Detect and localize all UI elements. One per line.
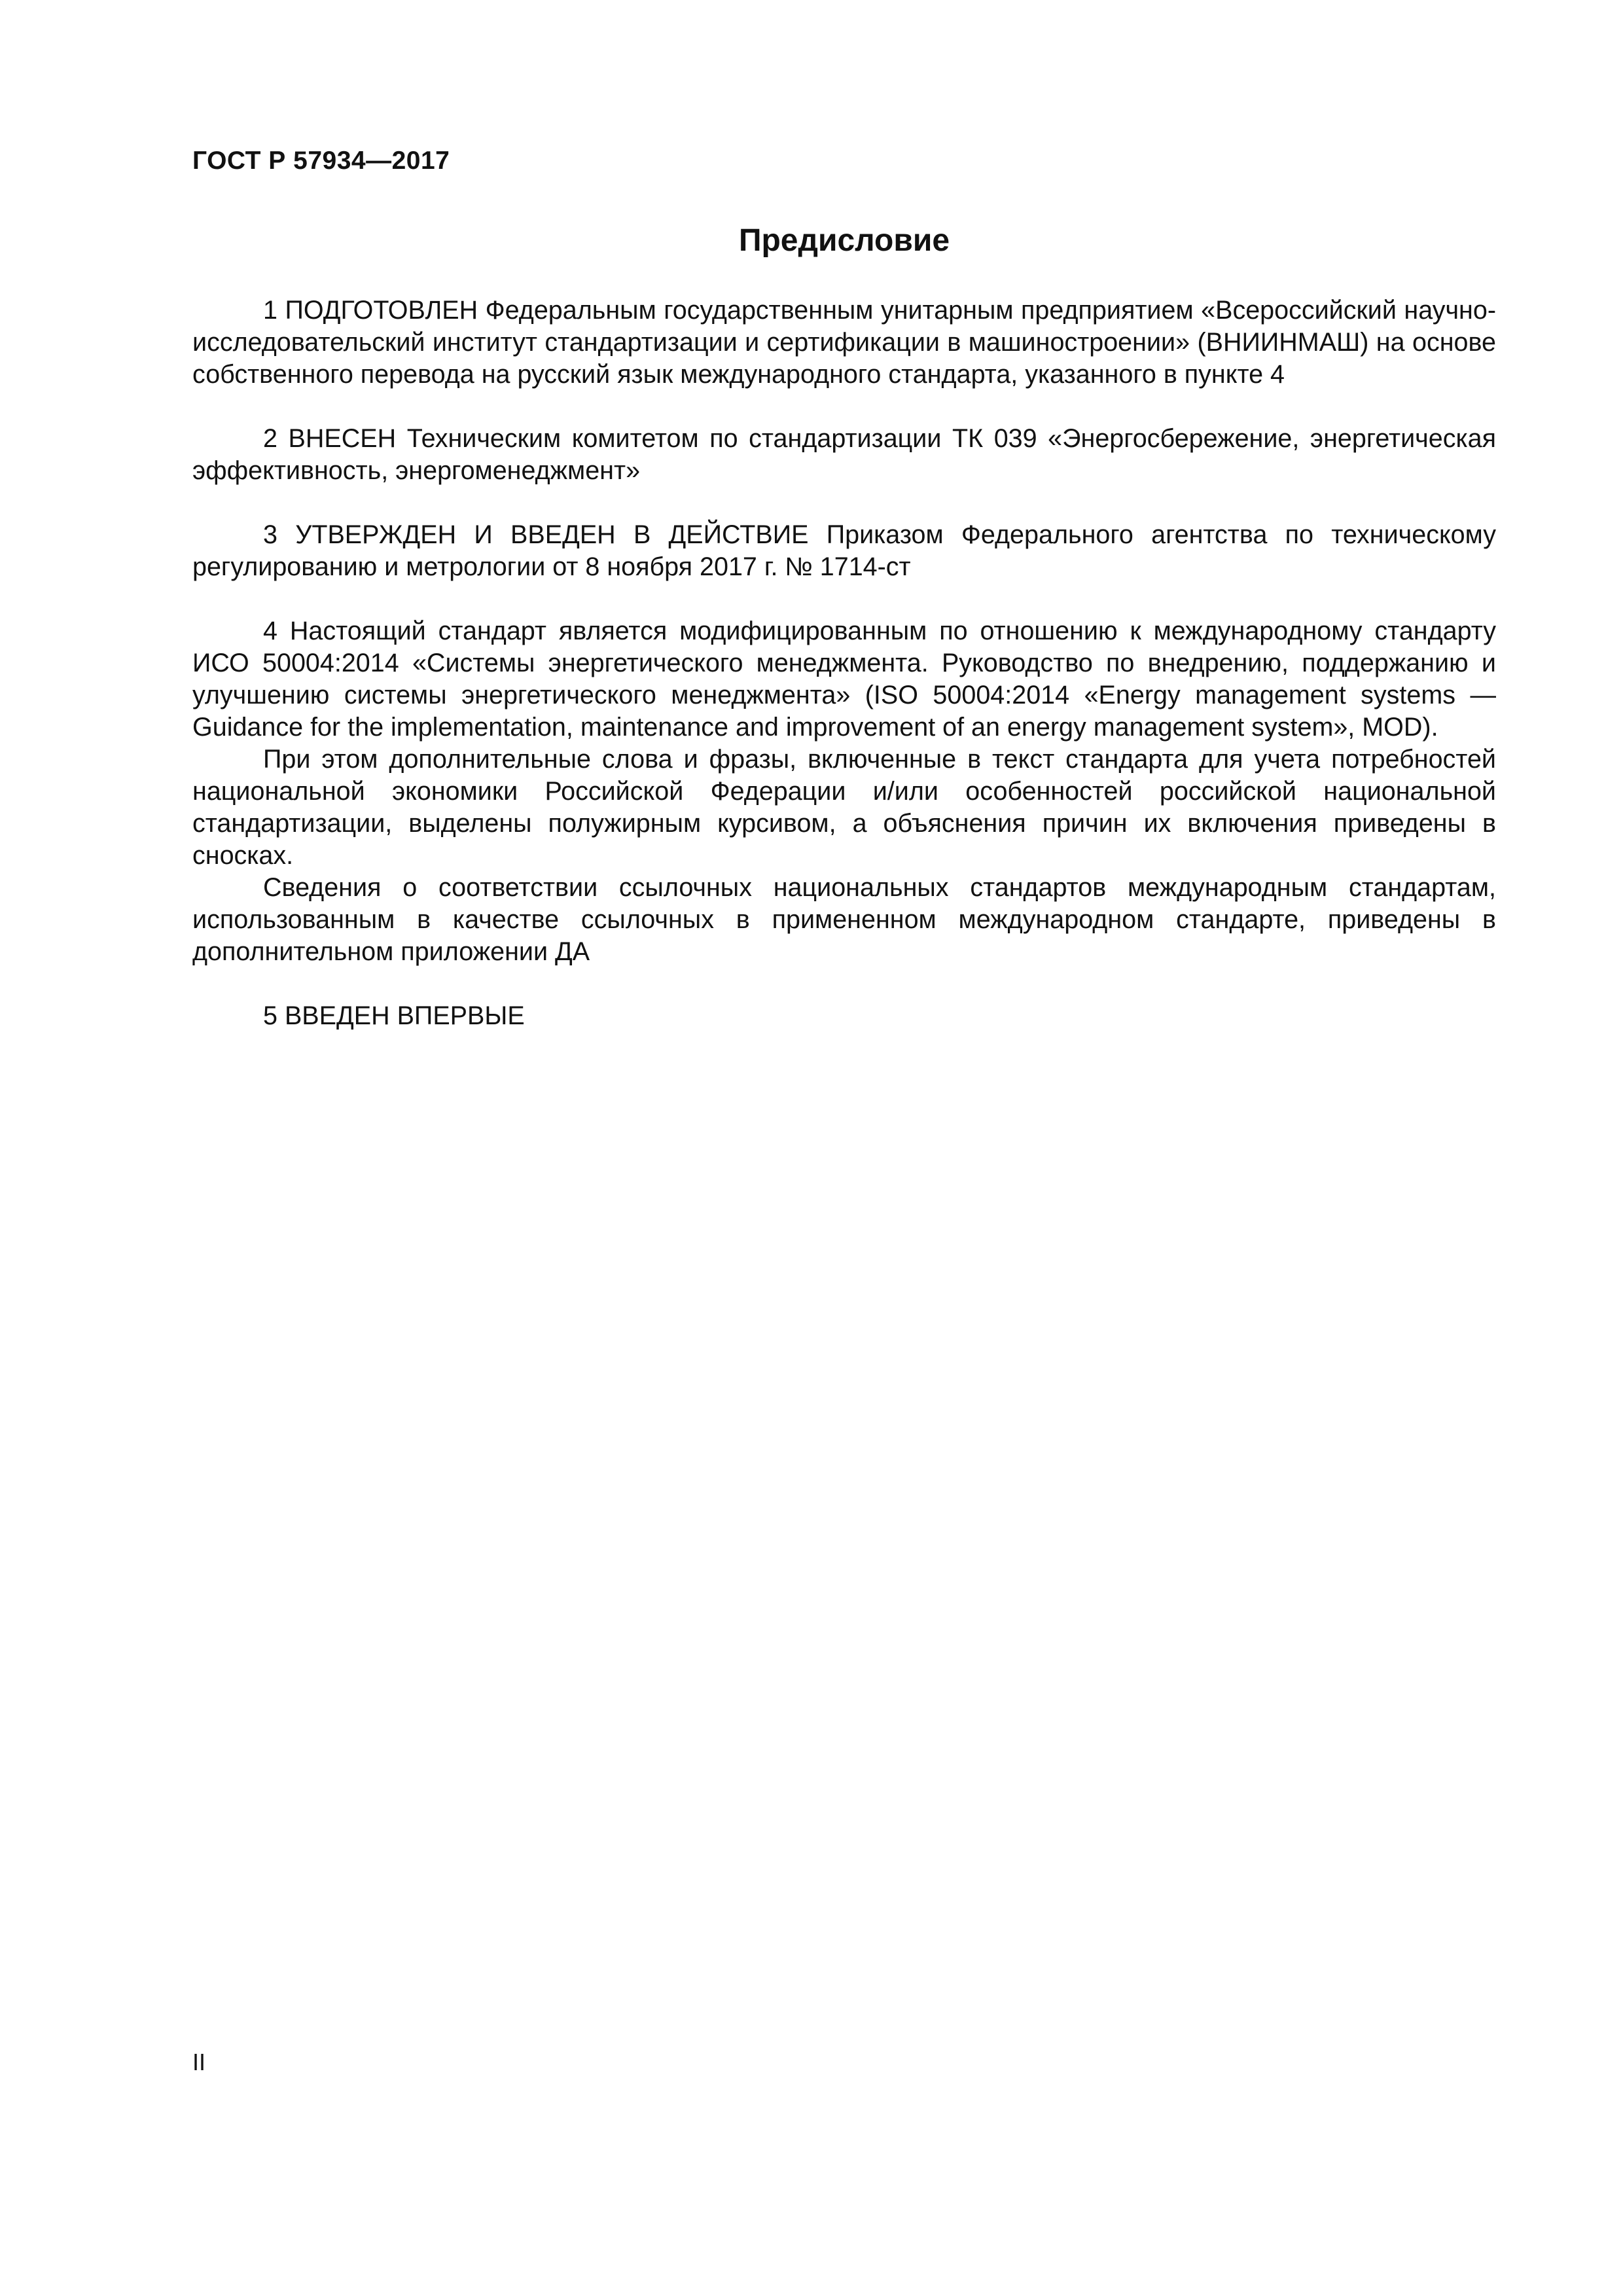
page-number: II — [192, 2049, 206, 2075]
paragraph-modified-standard: 4 Настоящий стандарт является модифицированным по отношению к международному стандарту ИСО 50004:2014 «Системы энергетического менеджмента. Руководство по внедрению, поддержанию и улучшению системы энергетического менеджмента» (ISO 50004:2014 «Energy management systems — Guidance for the implementation, maintenance and improvement of an energy management system», MOD). — [192, 617, 1496, 742]
foreword-body — [192, 295, 1496, 1032]
paragraph-reference-info: Сведения о соответствии ссылочных национальных стандартов международным стандартам, использованным в качестве ссылочных в примененном международном стандарте, приведены в дополнительном приложении ДА — [192, 873, 1496, 966]
paragraph-approved: 3 УТВЕРЖДЕН И ВВЕДЕН В ДЕЙСТВИЕ Приказом Федерального агентства по техническому регулированию и метрологии от 8 ноября 2017 г. № 1714-ст — [192, 520, 1496, 581]
standard-id-header: ГОСТ Р 57934—2017 — [192, 147, 450, 175]
page-title: Предисловие — [738, 223, 950, 258]
paragraph-submitted-by: 2 ВНЕСЕН Техническим комитетом по стандартизации ТК 039 «Энергосбережение, энергетическая эффективность, энергоменеджмент» — [192, 424, 1496, 485]
paragraph-additional-words: При этом дополнительные слова и фразы, включенные в текст стандарта для учета потребностей национальной экономики Российской Федерации и/или особенностей российской национальной стандартизации, выделены полужирным курсивом, а объяснения причин их включения приведены в сносках. — [192, 745, 1496, 870]
paragraph-introduced-first: 5 ВВЕДЕН ВПЕРВЫЕ — [263, 1001, 525, 1030]
paragraph-prepared-by: 1 ПОДГОТОВЛЕН Федеральным государственным унитарным предприятием «Всероссийский научно-исследовательский институт стандартизации и сертификации в машиностроении» (ВНИИНМАШ) на основе собственного перевода на русский язык международного стандарта, указанного в пункте 4 — [192, 296, 1496, 389]
